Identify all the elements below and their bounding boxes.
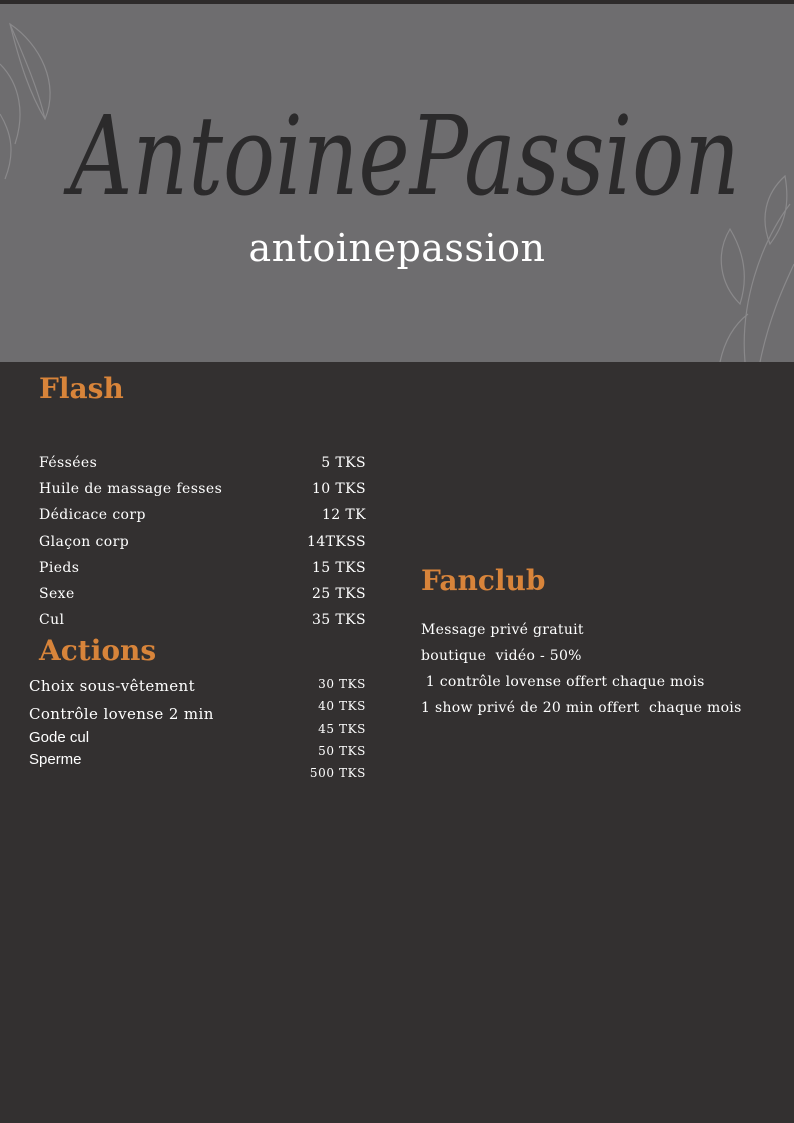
- header-banner: [0, 4, 794, 362]
- action-price: 45 TKS: [318, 722, 366, 736]
- list-item: [39, 559, 366, 577]
- list-item: [39, 506, 366, 524]
- action-label: Choix sous-vêtement: [29, 677, 195, 695]
- item-price: 35 TKS: [311, 612, 366, 628]
- action-price: 500 TKS: [309, 766, 366, 780]
- actions-title: Actions: [39, 634, 157, 667]
- action-label: Gode cul: [29, 729, 90, 746]
- fanclub-item: boutique vidéo - 50%: [421, 648, 582, 664]
- item-price: 10 TKS: [311, 481, 366, 497]
- item-label: Cul: [39, 612, 65, 628]
- item-price: 15 TKS: [311, 560, 366, 576]
- fanclub-item: Message privé gratuit: [421, 622, 584, 638]
- list-item: [39, 454, 366, 472]
- list-item: [39, 480, 366, 498]
- action-label: Contrôle lovense 2 min: [29, 705, 214, 723]
- action-price: 40 TKS: [318, 699, 366, 713]
- action-price: 50 TKS: [318, 744, 366, 758]
- fanclub-title: Fanclub: [421, 564, 546, 597]
- action-label: Sperme: [29, 751, 82, 768]
- list-item: [39, 585, 366, 603]
- item-label: Huile de massage fesses: [39, 481, 223, 497]
- item-label: Dédicace corp: [39, 507, 146, 523]
- handle-text: antoinepassion: [248, 226, 546, 270]
- item-label: Sexe: [39, 586, 75, 602]
- item-label: Glaçon corp: [39, 534, 130, 550]
- item-price: 12 TK: [321, 507, 366, 523]
- list-item: [39, 611, 366, 629]
- item-price: 14TKSS: [307, 534, 366, 550]
- fanclub-item: 1 contrôle lovense offert chaque mois: [421, 674, 705, 690]
- item-price: 25 TKS: [311, 586, 366, 602]
- action-price: 30 TKS: [318, 677, 366, 691]
- item-label: Pieds: [39, 560, 80, 576]
- item-label: Féssées: [39, 455, 98, 471]
- fanclub-item: 1 show privé de 20 min offert chaque mois: [421, 700, 742, 716]
- script-logo-text: AntoinePassion: [62, 92, 740, 220]
- flash-title: Flash: [39, 372, 124, 405]
- item-price: 5 TKS: [321, 455, 366, 471]
- list-item: [39, 533, 366, 551]
